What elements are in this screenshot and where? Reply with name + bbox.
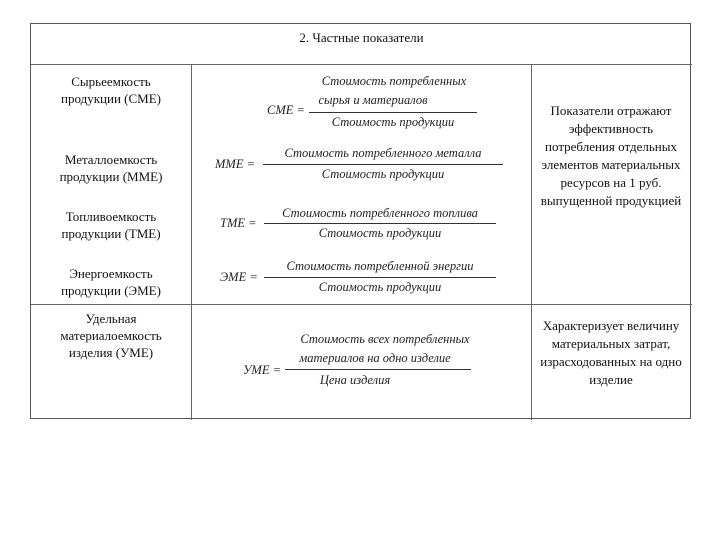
description-group-2: Характеризует величину материальных затрат, израсходованных на одно изделие (540, 318, 682, 387)
formula-mme-fraction-bar (263, 164, 503, 165)
column-divider-left (191, 64, 192, 420)
formula-tme-fraction-bar (264, 223, 496, 224)
indicator-name-ume: Удельная материалоемкость изделия (УМЕ) (60, 311, 162, 360)
description-group-1: Показатели отражают эффективность потребления отдельных элементов материальных ресурсов на 1 руб. выпущенной продукцией (540, 103, 682, 208)
formula-tme-numerator: Стоимость потребленного топлива (282, 206, 478, 220)
formula-ume (239, 330, 499, 392)
formula-ume-lhs: УМЕ = (243, 363, 282, 377)
formula-sme-denominator: Стоимость продукции (331, 115, 455, 129)
formula-eme (216, 259, 506, 301)
formula-eme-numerator: Стоимость потребленной энергии (286, 259, 474, 273)
indicator-name-mme: Металлоемкость продукции (ММЕ) (59, 152, 163, 184)
section-title: 2. Частные показатели (299, 30, 424, 45)
header-divider (31, 64, 692, 65)
formula-ume-numerator-line2: материалов на одно изделие (299, 351, 451, 365)
formula-tme-denominator: Стоимость продукции (318, 226, 442, 240)
formula-ume-numerator-line1: Стоимость всех потребленных (300, 332, 470, 346)
indicator-name-sme: Сырьеемкость продукции (СМЕ) (61, 74, 161, 106)
formula-mme-denominator: Стоимость продукции (321, 167, 445, 181)
formula-tme (216, 206, 506, 248)
formula-mme-lhs: ММЕ = (215, 157, 256, 171)
column-divider-right (531, 64, 532, 420)
formula-ume-denominator: Цена изделия (319, 373, 391, 387)
formula-eme-lhs: ЭМЕ = (220, 270, 258, 284)
formula-mme (211, 146, 511, 188)
formula-tme-lhs: ТМЕ = (220, 216, 257, 230)
formula-sme-numerator-line1: Стоимость потребленных (321, 74, 467, 88)
formula-mme-numerator: Стоимость потребленного металла (284, 146, 482, 160)
formula-eme-denominator: Стоимость продукции (318, 280, 442, 294)
group-divider (31, 304, 692, 305)
formula-sme (261, 72, 481, 132)
formula-sme-fraction-bar (309, 112, 477, 113)
indicator-name-tme: Топливоемкость продукции (ТМЕ) (61, 209, 161, 241)
formula-sme-numerator-line2: сырья и материалов (318, 93, 428, 107)
indicators-table (30, 23, 691, 419)
formula-eme-fraction-bar (264, 277, 496, 278)
indicator-name-eme: Энергоемкость продукции (ЭМЕ) (61, 266, 161, 298)
formula-sme-lhs: СМЕ = (267, 103, 305, 117)
formula-ume-fraction-bar (285, 369, 471, 370)
